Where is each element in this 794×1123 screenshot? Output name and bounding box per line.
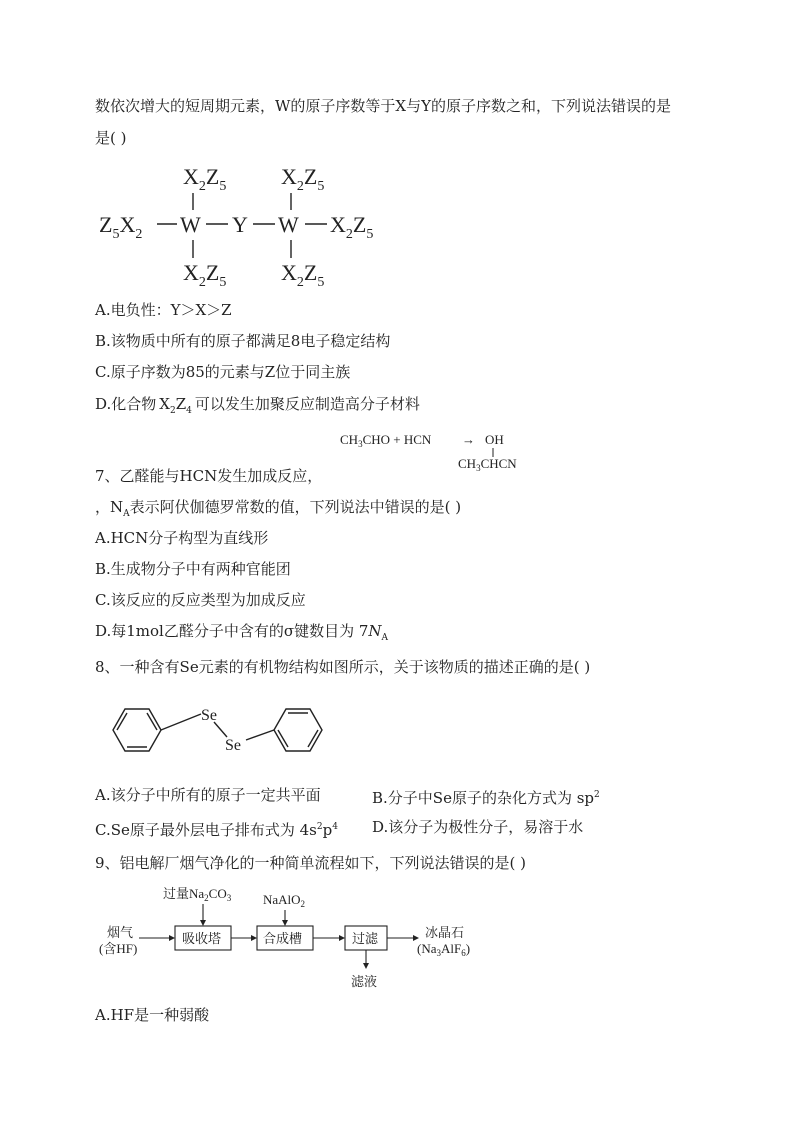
q9-process-flowchart [95, 880, 495, 992]
box-filtration: 过滤 [352, 931, 379, 946]
q7-reaction-equation [338, 428, 538, 476]
reactants: $CH_3CHO$ + HCN [340, 432, 432, 449]
q7-option-b: B.生成物分子中有两种官能团 [95, 560, 291, 578]
se-label-lower: Se [225, 737, 241, 754]
q7-option-c: C.该反应的反应类型为加成反应 [95, 591, 306, 609]
right-terminal-group: $X_2Z_5$ [330, 212, 374, 242]
box-synthesis-tank: 合成槽 [263, 931, 303, 946]
q8-option-d: D.该分子为极性分子，易溶于水 [372, 818, 584, 836]
reagent-sodium-aluminate: NaAlO$_2$ [263, 892, 306, 909]
reaction-arrow: → [462, 432, 475, 447]
top-right-group: $X_2Z_5$ [281, 164, 325, 194]
q6-stem-line1: 数依次增大的短周期元素，W的原子序数等于X与Y的原子序数之和，下列说法错误的是 [95, 97, 672, 115]
q8-diphenyl-diselenide-structure [98, 690, 358, 770]
q7-option-a: A.HCN分子构型为直线形 [95, 529, 269, 547]
filtrate-label: 滤液 [351, 974, 378, 989]
product-chain: $CH_3CHCN$ [458, 456, 517, 473]
w-atom-right: W [278, 212, 299, 237]
top-left-group: $X_2Z_5$ [183, 164, 227, 194]
left-benzene-ring [113, 709, 161, 751]
product-cryolite: 冰晶石 [425, 925, 465, 940]
w-atom-left: W [180, 212, 201, 237]
input-hf-note: (含HF) [99, 941, 138, 956]
left-benzene-inner-bonds [117, 713, 157, 747]
q6-option-a: A.电负性：Y＞X＞Z [95, 301, 232, 319]
hydroxyl-label: OH [485, 432, 504, 447]
box-absorption-tower: 吸收塔 [182, 931, 222, 946]
y-atom: Y [232, 212, 248, 237]
q9-option-a: A.HF是一种弱酸 [95, 1006, 210, 1024]
product-formula: $(Na_3AlF_6)$ [417, 941, 471, 958]
reagent-sodium-carbonate: 过量$Na_2CO_3$ [163, 886, 232, 903]
bottom-right-group: $X_2Z_5$ [281, 260, 325, 290]
q6-structure-figure [95, 158, 395, 293]
q6-option-b: B.该物质中所有的原子都满足8电子稳定结构 [95, 332, 391, 350]
bottom-left-group: $X_2Z_5$ [183, 260, 227, 290]
q8-option-a: A.该分子中所有的原子一定共平面 [95, 786, 321, 804]
q6-option-d: D.化合物 $X_2Z_4$ 可以发生加聚反应制造高分子材料 [95, 395, 420, 416]
se-se-bond [214, 722, 227, 737]
left-terminal-group: $Z_5X_2$ [99, 212, 143, 242]
right-benzene-ring [274, 709, 322, 751]
q8-stem: 8、一种含有Se元素的有机物结构如图所示，关于该物质的描述正确的是( ) [95, 658, 591, 676]
q6-option-c: C.原子序数为85的元素与Z位于同主族 [95, 363, 351, 381]
q8-option-b: B.分子中Se原子的杂化方式为 $sp^2$ [372, 789, 600, 807]
se-c-bond-right [246, 730, 274, 740]
q7-stem-line2: ，$N_A$表示阿伏伽德罗常数的值，下列说法中错误的是( ) [95, 498, 462, 519]
input-flue-gas: 烟气 [107, 925, 134, 940]
right-benzene-inner-bonds [278, 713, 318, 747]
q9-stem: 9、铝电解厂烟气净化的一种简单流程如下，下列说法错误的是( ) [95, 854, 527, 872]
q8-option-c: C.Se原子最外层电子排布式为 $4s^2p^4$ [95, 821, 338, 839]
q6-stem-line2: 是( ) [95, 129, 127, 147]
q7-option-d: D.每1mol乙醛分子中含有的σ键数目为 $7N_A$ [95, 622, 389, 643]
se-label-upper: Se [201, 707, 217, 724]
c-se-bond-left [161, 714, 201, 730]
q7-stem-line1: 7、乙醛能与HCN发生加成反应， [95, 467, 323, 485]
